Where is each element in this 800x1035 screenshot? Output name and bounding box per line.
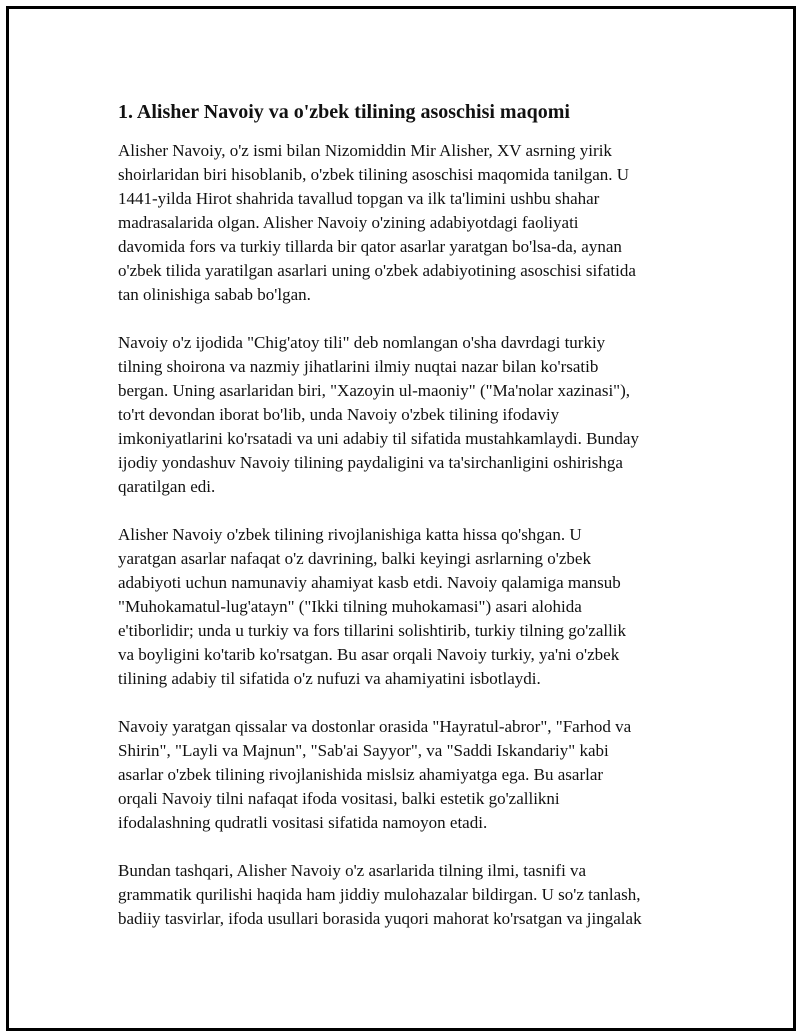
paragraph-1: Alisher Navoiy, o'z ismi bilan Nizomiddin Mir Alisher, XV asrning yirik shoirlaridan biri hisoblanib, o'zbek tilining asoschisi maqomida tanilgan. U 1441-yilda Hirot shahrida tavallud topgan va ilk ta'limini ushbu shahar madrasalarida olgan. Alisher Navoiy o'zining adabiyotdagi faoliyati davomida fors va turkiy tillarda bir qator asarlar yaratgan bo'lsa-da, aynan o'zbek tilida yaratilgan asarlari uning o'zbek adabiyotining asoschisi sifatida tan olinishiga sabab bo'lgan. bbox=[118, 141, 636, 304]
paragraph-2: Navoiy o'z ijodida "Chig'atoy tili" deb nomlangan o'sha davrdagi turkiy tilning shoirona va nazmiy jihatlarini ilmiy nuqtai nazar bilan ko'rsatib bergan. Uning asarlaridan biri, "Xazoyin ul-maoniy" ("Ma'nolar xazinasi"), to'rt devondan iborat bo'lib, unda Navoiy o'zbek tilining ifodaviy imkoniyatlarini ko'rsatadi va uni adabiy til sifatida mustahkamlaydi. Bunday ijodiy yondashuv Navoiy tilining paydaligini va ta'sirchanligini oshirishga qaratilgan edi. bbox=[118, 333, 639, 496]
paragraph-4: Navoiy yaratgan qissalar va dostonlar orasida "Hayratul-abror", "Farhod va Shirin", "Layli va Majnun", "Sab'ai Sayyor", va "Saddi Iskandariy" kabi asarlar o'zbek tilining rivojlanishida mislsiz ahamiyatga ega. Bu asarlar orqali Navoiy tilni nafaqat ifoda vositasi, balki estetik go'zallikni ifodalashning qudratli vositasi sifatida namoyon etadi. bbox=[118, 717, 632, 832]
document-page bbox=[6, 6, 796, 1031]
paragraph-5: Bundan tashqari, Alisher Navoiy o'z asarlarida tilning ilmi, tasnifi va grammatik qurilishi haqida ham jiddiy mulohazalar bildirgan. U so'z tanlash, badiiy tasvirlar, ifoda usullari borasida yuqori mahorat ko'rsatgan va jingalak bbox=[118, 861, 642, 928]
paragraph-3: Alisher Navoiy o'zbek tilining rivojlanishiga katta hissa qo'shgan. U yaratgan asarlar nafaqat o'z davrining, balki keyingi asrlarning o'zbek adabiyoti uchun namunaviy ahamiyat kasb etdi. Navoiy qalamiga mansub "Muhokamatul-lug'atayn" ("Ikki tilning muhokamasi") asari alohida e'tiborlidir; unda u turkiy va fors tillarini solishtirib, turkiy tilning go'zallik va boyligini ko'tarib ko'rsatgan. Bu asar orqali Navoiy turkiy, ya'ni o'zbek tilining adabiy til sifatida o'z nufuzi va ahamiyatini isbotlaydi. bbox=[118, 525, 627, 688]
section-heading: 1. Alisher Navoiy va o'zbek tilining asoschisi maqomi bbox=[118, 101, 570, 123]
document-body bbox=[118, 99, 698, 955]
